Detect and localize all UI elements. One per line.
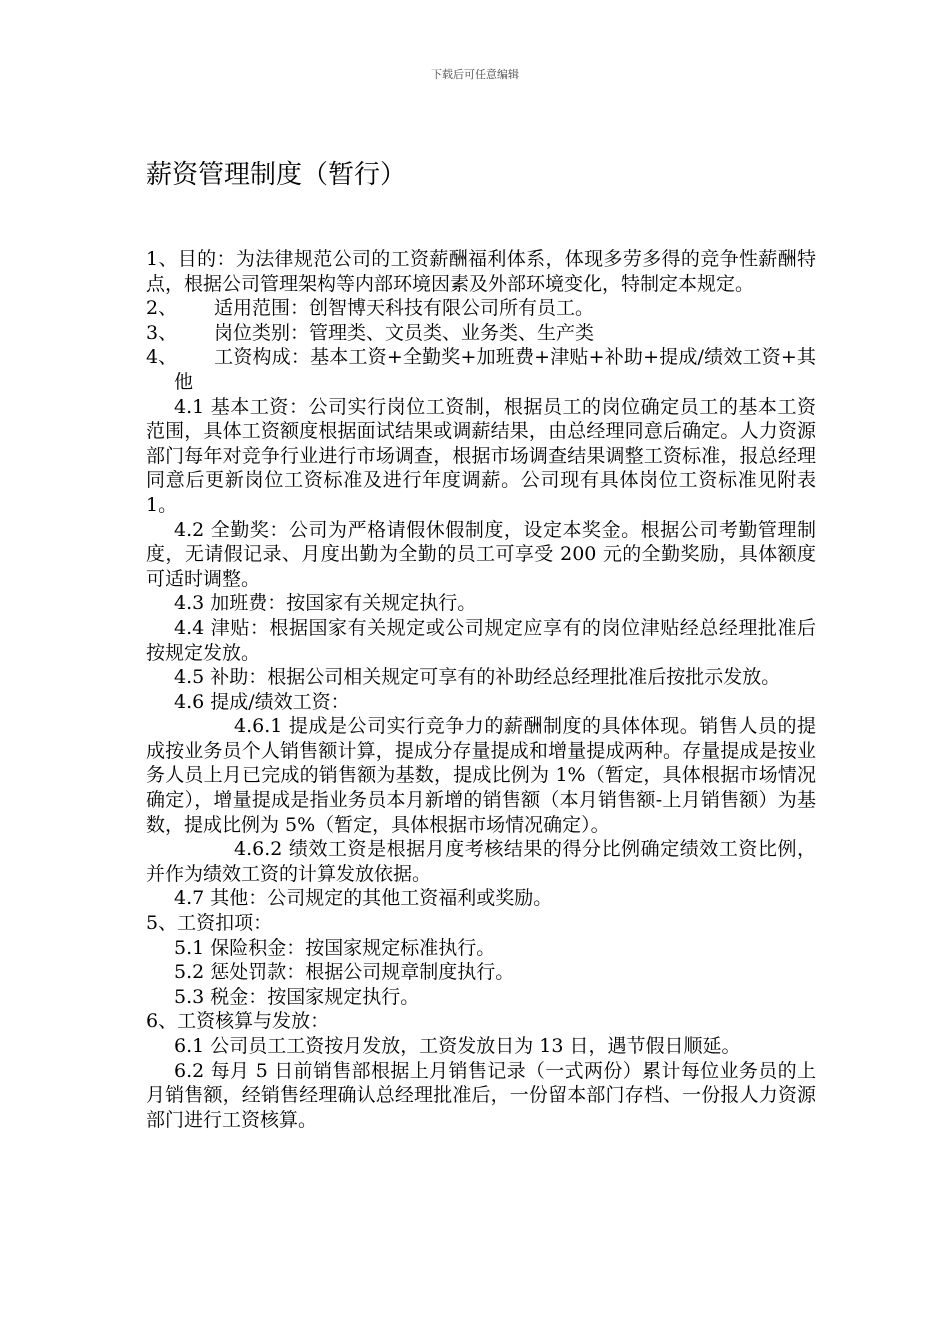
- section-4-5-subsidy: 4.5 补助：根据公司相关规定可享有的补助经总经理批准后按批示发放。: [174, 666, 781, 689]
- section-2-scope: [146, 296, 816, 321]
- section-4-6-2-performance-pay: 4.6.2 绩效工资是根据月度考核结果的得分比例确定绩效工资比例，并作为绩效工资的计算发放依据。: [146, 838, 816, 885]
- section-3-number: 3、: [146, 321, 178, 344]
- section-2-number: 2、: [146, 297, 178, 320]
- section-4-4-allowance: 4.4 津贴：根据国家有关规定或公司规定应享有的岗位津贴经总经理批准后按规定发放。: [146, 616, 816, 664]
- section-5-1-insurance: 5.1 保险积金：按国家规定标准执行。: [174, 936, 496, 959]
- section-6-2-sales-records: 6.2 每月 5 日前销售部根据上月销售记录（一式两份）累计每位业务员的上月销售额，经销售经理确认总经理批准后，一份留本部门存档、一份报人力资源部门进行工资核算。: [146, 1059, 816, 1131]
- section-4-7-other: 4.7 其他：公司规定的其他工资福利或奖励。: [174, 887, 553, 910]
- section-4-text: 工资构成：基本工资+全勤奖+加班费+津贴+补助+提成/绩效工资+其他: [174, 346, 816, 393]
- section-5-deductions: 5、工资扣项：: [146, 912, 273, 935]
- section-4-number: 4、: [146, 346, 178, 369]
- document-title: 薪资管理制度（暂行）: [146, 160, 407, 190]
- page-header-note: 下载后可任意编辑: [431, 68, 519, 81]
- document-body: [146, 247, 816, 1132]
- section-4-6-commission: 4.6 提成/绩效工资：: [174, 690, 350, 713]
- section-3-categories: [146, 321, 816, 346]
- section-4-2-attendance-bonus: 4.2 全勤奖：公司为严格请假休假制度，设定本奖金。根据公司考勤管理制度，无请假记录、月度出勤为全勤的员工可享受 200 元的全勤奖励，具体额度可适时调整。: [146, 518, 816, 590]
- section-1-purpose: 1、目的：为法律规范公司的工资薪酬福利体系，体现多劳多得的竞争性薪酬特点，根据公司管理架构等内部环境因素及外部环境变化，特制定本规定。: [146, 248, 816, 295]
- section-2-text: 适用范围：创智博天科技有限公司所有员工。: [214, 297, 595, 320]
- section-5-3-tax: 5.3 税金：按国家规定执行。: [174, 985, 420, 1008]
- section-3-text: 岗位类别：管理类、文员类、业务类、生产类: [214, 321, 595, 344]
- section-5-2-penalties: 5.2 惩处罚款：根据公司规章制度执行。: [174, 961, 515, 984]
- section-6-payroll: 6、工资核算与发放：: [146, 1010, 330, 1033]
- section-4-composition: [146, 345, 816, 394]
- section-4-6-1-commission-detail: 4.6.1 提成是公司实行竞争力的薪酬制度的具体体现。销售人员的提成按业务员个人销售额计算，提成分存量提成和增量提成两种。存量提成是按业务人员上月已完成的销售额为基数，提成比例为 1%（暂定，具体根据市场情况确定），增量提成是指业务员本月新增的销售额（本月销售额-上月销售额）为基数，提成比例为 5%（暂定，具体根据市场情况确定）。: [146, 715, 816, 836]
- section-4-1-base-salary: 4.1 基本工资：公司实行岗位工资制，根据员工的岗位确定员工的基本工资范围，具体工资额度根据面试结果或调薪结果，由总经理同意后确定。人力资源部门每年对竞争行业进行市场调查，根据市场调查结果调整工资标准，报总经理同意后更新岗位工资标准及进行年度调薪。公司现有具体岗位工资标准见附表 1。: [146, 395, 816, 516]
- section-6-1-pay-date: 6.1 公司员工工资按月发放，工资发放日为 13 日，遇节假日顺延。: [174, 1035, 741, 1057]
- section-4-3-overtime: 4.3 加班费：按国家有关规定执行。: [174, 592, 477, 615]
